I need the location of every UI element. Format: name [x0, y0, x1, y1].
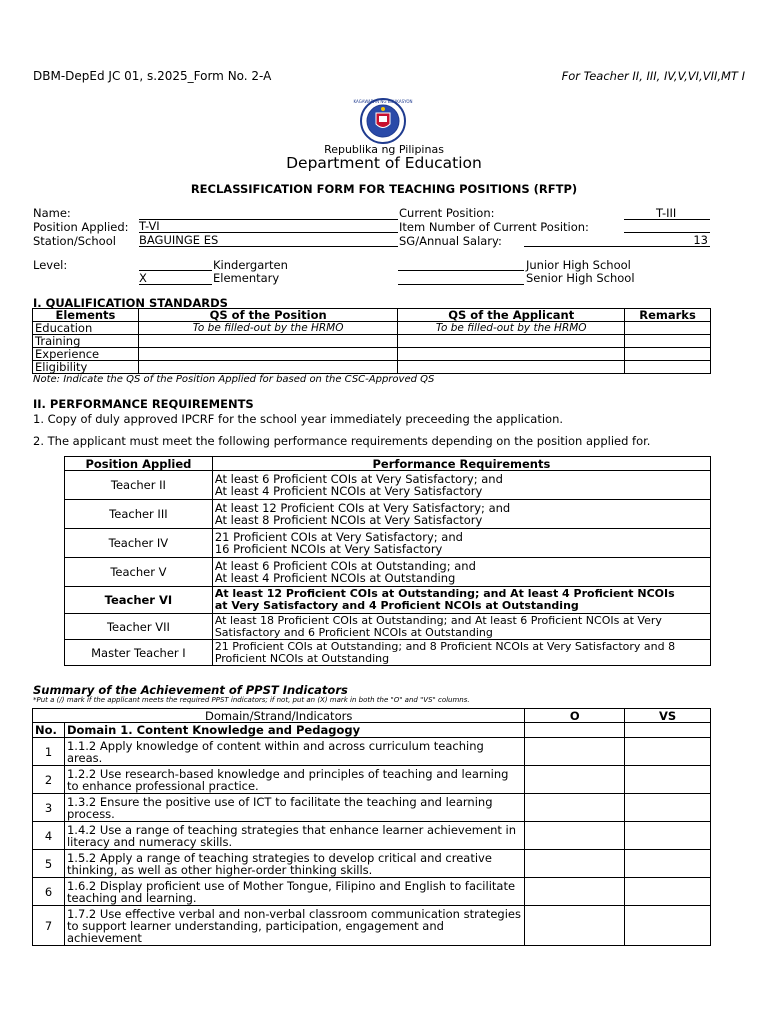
performance-table — [64, 456, 711, 666]
perf-requirement-line: At least 6 Proficient COIs at Very Satisfactory; and — [214, 472, 503, 486]
ppst-domain-vs — [625, 723, 711, 738]
perf-position: Master Teacher I — [65, 640, 213, 666]
sg-field[interactable]: 13 — [524, 234, 710, 247]
table-row — [65, 640, 711, 666]
qs-applicant-cell[interactable] — [398, 348, 625, 361]
performance-item-2: 2. The applicant must meet the following performance requirements depending on the position applied for. — [33, 434, 651, 448]
qualification-table — [32, 308, 711, 374]
ppst-row-no: 3 — [33, 794, 65, 822]
table-row — [33, 906, 711, 946]
ppst-row-no: 4 — [33, 822, 65, 850]
qs-element: Education — [33, 322, 139, 335]
ppst-header-o: O — [525, 709, 625, 723]
perf-header-position: Position Applied — [65, 457, 213, 471]
perf-position: Teacher III — [65, 500, 213, 529]
ppst-row-no: 1 — [33, 738, 65, 766]
table-row — [33, 878, 711, 906]
ppst-o-cell[interactable] — [525, 878, 625, 906]
ppst-vs-cell[interactable] — [625, 878, 711, 906]
table-row — [33, 794, 711, 822]
ppst-no-label: No. — [33, 723, 65, 738]
perf-position-selected: Teacher VI — [65, 587, 213, 614]
perf-requirement-line: At least 6 Proficient COIs at Outstanding; and — [214, 559, 476, 573]
ppst-o-cell[interactable] — [525, 766, 625, 794]
ppst-row-no: 2 — [33, 766, 65, 794]
position-applied-field[interactable]: T-VI — [139, 220, 398, 233]
ppst-vs-cell[interactable] — [625, 794, 711, 822]
perf-requirement-line: At least 4 Proficient NCOIs at Outstanding — [214, 571, 456, 585]
ppst-indicator: 1.4.2 Use a range of teaching strategies that enhance learner achievement in literacy and numeracy skills. — [64, 822, 524, 850]
qs-header-elements: Elements — [33, 309, 139, 322]
perf-requirement-line: Satisfactory and 6 Proficient NCOIs at Outstanding — [214, 625, 493, 639]
ppst-vs-cell[interactable] — [625, 738, 711, 766]
item-number-field[interactable] — [624, 220, 710, 233]
table-row — [33, 766, 711, 794]
form-title: RECLASSIFICATION FORM FOR TEACHING POSITIONS (RFTP) — [190, 182, 578, 196]
qs-header-remarks: Remarks — [625, 309, 711, 322]
perf-requirement-line: 21 Proficient COIs at Outstanding; and 8 Proficient NCOIs at Very Satisfactory and 8 — [214, 639, 676, 653]
ppst-domain-o — [525, 723, 625, 738]
ppst-vs-cell[interactable] — [625, 822, 711, 850]
qs-header-applicant: QS of the Applicant — [398, 309, 625, 322]
qs-applicant-cell[interactable] — [398, 361, 625, 374]
deped-seal-icon — [350, 96, 416, 144]
qs-element: Training — [33, 335, 139, 348]
perf-requirement-line: At least 18 Proficient COIs at Outstanding; and At least 6 Proficient NCOIs at Very — [214, 613, 662, 627]
republika-label: Republika ng Pilipinas — [324, 143, 444, 156]
table-row — [33, 335, 711, 348]
table-row — [65, 471, 711, 500]
station-field[interactable]: BAGUINGE ES — [139, 234, 398, 247]
performance-title: II. PERFORMANCE REQUIREMENTS — [33, 397, 254, 411]
qs-element: Eligibility — [33, 361, 139, 374]
ppst-table — [32, 708, 711, 946]
table-row — [65, 558, 711, 587]
table-row — [65, 529, 711, 558]
table-row — [33, 361, 711, 374]
name-field[interactable] — [139, 207, 398, 220]
perf-position: Teacher V — [65, 558, 213, 587]
ppst-o-cell[interactable] — [525, 906, 625, 946]
level-label: Level: — [33, 258, 68, 272]
ppst-row-no: 7 — [33, 906, 65, 946]
qs-remarks-cell[interactable] — [625, 361, 711, 374]
ppst-vs-cell[interactable] — [625, 766, 711, 794]
qs-element: Experience — [33, 348, 139, 361]
qs-remarks-cell[interactable] — [625, 322, 711, 335]
sg-label: SG/Annual Salary: — [399, 234, 502, 248]
perf-requirement-line: At least 12 Proficient COIs at Very Satisfactory; and — [214, 501, 511, 515]
ppst-o-cell[interactable] — [525, 822, 625, 850]
perf-position: Teacher II — [65, 471, 213, 500]
qs-remarks-cell[interactable] — [625, 348, 711, 361]
qs-applicant-cell[interactable]: To be filled-out by the HRMO — [398, 322, 625, 335]
applicable-positions: For Teacher II, III, IV,V,VI,VII,MT I — [561, 69, 745, 83]
ppst-domain-title: Domain 1. Content Knowledge and Pedagogy — [64, 723, 524, 738]
ppst-row-no: 5 — [33, 850, 65, 878]
table-row — [33, 850, 711, 878]
ppst-o-cell[interactable] — [525, 850, 625, 878]
ppst-title: Summary of the Achievement of PPST Indicators — [33, 683, 348, 697]
qs-note: Note: Indicate the QS of the Position Applied for based on the CSC-Approved QS — [33, 374, 435, 385]
ppst-vs-cell[interactable] — [625, 850, 711, 878]
kindergarten-label: Kindergarten — [213, 258, 288, 272]
qs-remarks-cell[interactable] — [625, 335, 711, 348]
perf-position: Teacher IV — [65, 529, 213, 558]
ppst-row-no: 6 — [33, 878, 65, 906]
ppst-indicator: 1.3.2 Ensure the positive use of ICT to facilitate the teaching and learning process. — [64, 794, 524, 822]
perf-requirement-line: At least 4 Proficient NCOIs at Very Satisfactory — [214, 484, 483, 498]
ppst-header-vs: VS — [625, 709, 711, 723]
performance-item-1: 1. Copy of duly approved IPCRF for the school year immediately preceeding the application. — [33, 412, 564, 426]
position-applied-label: Position Applied: — [33, 220, 129, 234]
table-row — [33, 322, 711, 335]
perf-header-requirements: Performance Requirements — [212, 457, 710, 471]
form-number: DBM-DepEd JC 01, s.2025_Form No. 2-A — [33, 69, 272, 83]
current-position-label: Current Position: — [399, 206, 495, 220]
junior-mark[interactable] — [398, 258, 524, 271]
table-row — [33, 348, 711, 361]
ppst-indicator: 1.7.2 Use effective verbal and non-verbal classroom communication strategies to support learner understanding, participation, engagement and achievement — [64, 906, 524, 946]
name-label: Name: — [33, 206, 71, 220]
table-row — [33, 822, 711, 850]
table-row — [33, 738, 711, 766]
kindergarten-mark[interactable] — [139, 258, 212, 271]
perf-position: Teacher VII — [65, 614, 213, 640]
ppst-o-cell[interactable] — [525, 794, 625, 822]
ppst-indicator: 1.1.2 Apply knowledge of content within and across curriculum teaching areas. — [64, 738, 524, 766]
table-row — [65, 587, 711, 614]
table-row — [65, 614, 711, 640]
current-position-field[interactable]: T-III — [624, 207, 710, 220]
perf-requirement-line: Proficient NCOIs at Outstanding — [214, 651, 390, 665]
ppst-header-indicators: Domain/Strand/Indicators — [33, 709, 525, 723]
qs-position-cell[interactable] — [138, 361, 398, 374]
item-number-label: Item Number of Current Position: — [399, 220, 589, 234]
qs-header-position: QS of the Position — [138, 309, 398, 322]
qs-position-cell[interactable] — [138, 335, 398, 348]
department-title: Department of Education — [286, 154, 482, 172]
ppst-instruction: *Put a (/) mark if the applicant meets the required PPST indicators; if not, put an (X) mark in both the "O" and "VS" columns. — [33, 696, 470, 704]
perf-requirement-line: at Very Satisfactory and 4 Proficient NCOIs at Outstanding — [214, 599, 579, 612]
station-label: Station/School — [33, 234, 116, 248]
perf-requirement-line: 16 Proficient NCOIs at Very Satisfactory — [214, 542, 443, 556]
ppst-indicator: 1.5.2 Apply a range of teaching strategies to develop critical and creative thinking, as well as other higher-order thinking skills. — [64, 850, 524, 878]
perf-requirement-line: At least 8 Proficient NCOIs at Very Satisfactory — [214, 513, 483, 527]
ppst-vs-cell[interactable] — [625, 906, 711, 946]
perf-requirement-line: At least 12 Proficient COIs at Outstanding; and At least 4 Proficient NCOIs — [214, 587, 675, 600]
ppst-indicator: 1.6.2 Display proficient use of Mother Tongue, Filipino and English to facilitate teaching and learning. — [64, 878, 524, 906]
seal-lettering: KAGAWARAN NG EDUKASYON — [353, 99, 413, 104]
senior-label: Senior High School — [526, 271, 635, 285]
qs-position-cell[interactable] — [138, 348, 398, 361]
senior-mark[interactable] — [398, 272, 524, 285]
qualification-title: I. QUALIFICATION STANDARDS — [33, 296, 228, 310]
qs-applicant-cell[interactable] — [398, 335, 625, 348]
ppst-indicator: 1.2.2 Use research-based knowledge and principles of teaching and learning to enhance professional practice. — [64, 766, 524, 794]
elementary-mark[interactable]: X — [139, 272, 212, 285]
ppst-o-cell[interactable] — [525, 738, 625, 766]
elementary-label: Elementary — [213, 271, 280, 285]
junior-label: Junior High School — [526, 258, 631, 272]
perf-requirement-line: 21 Proficient COIs at Very Satisfactory; and — [214, 530, 463, 544]
qs-position-cell[interactable]: To be filled-out by the HRMO — [138, 322, 398, 335]
table-row — [65, 500, 711, 529]
